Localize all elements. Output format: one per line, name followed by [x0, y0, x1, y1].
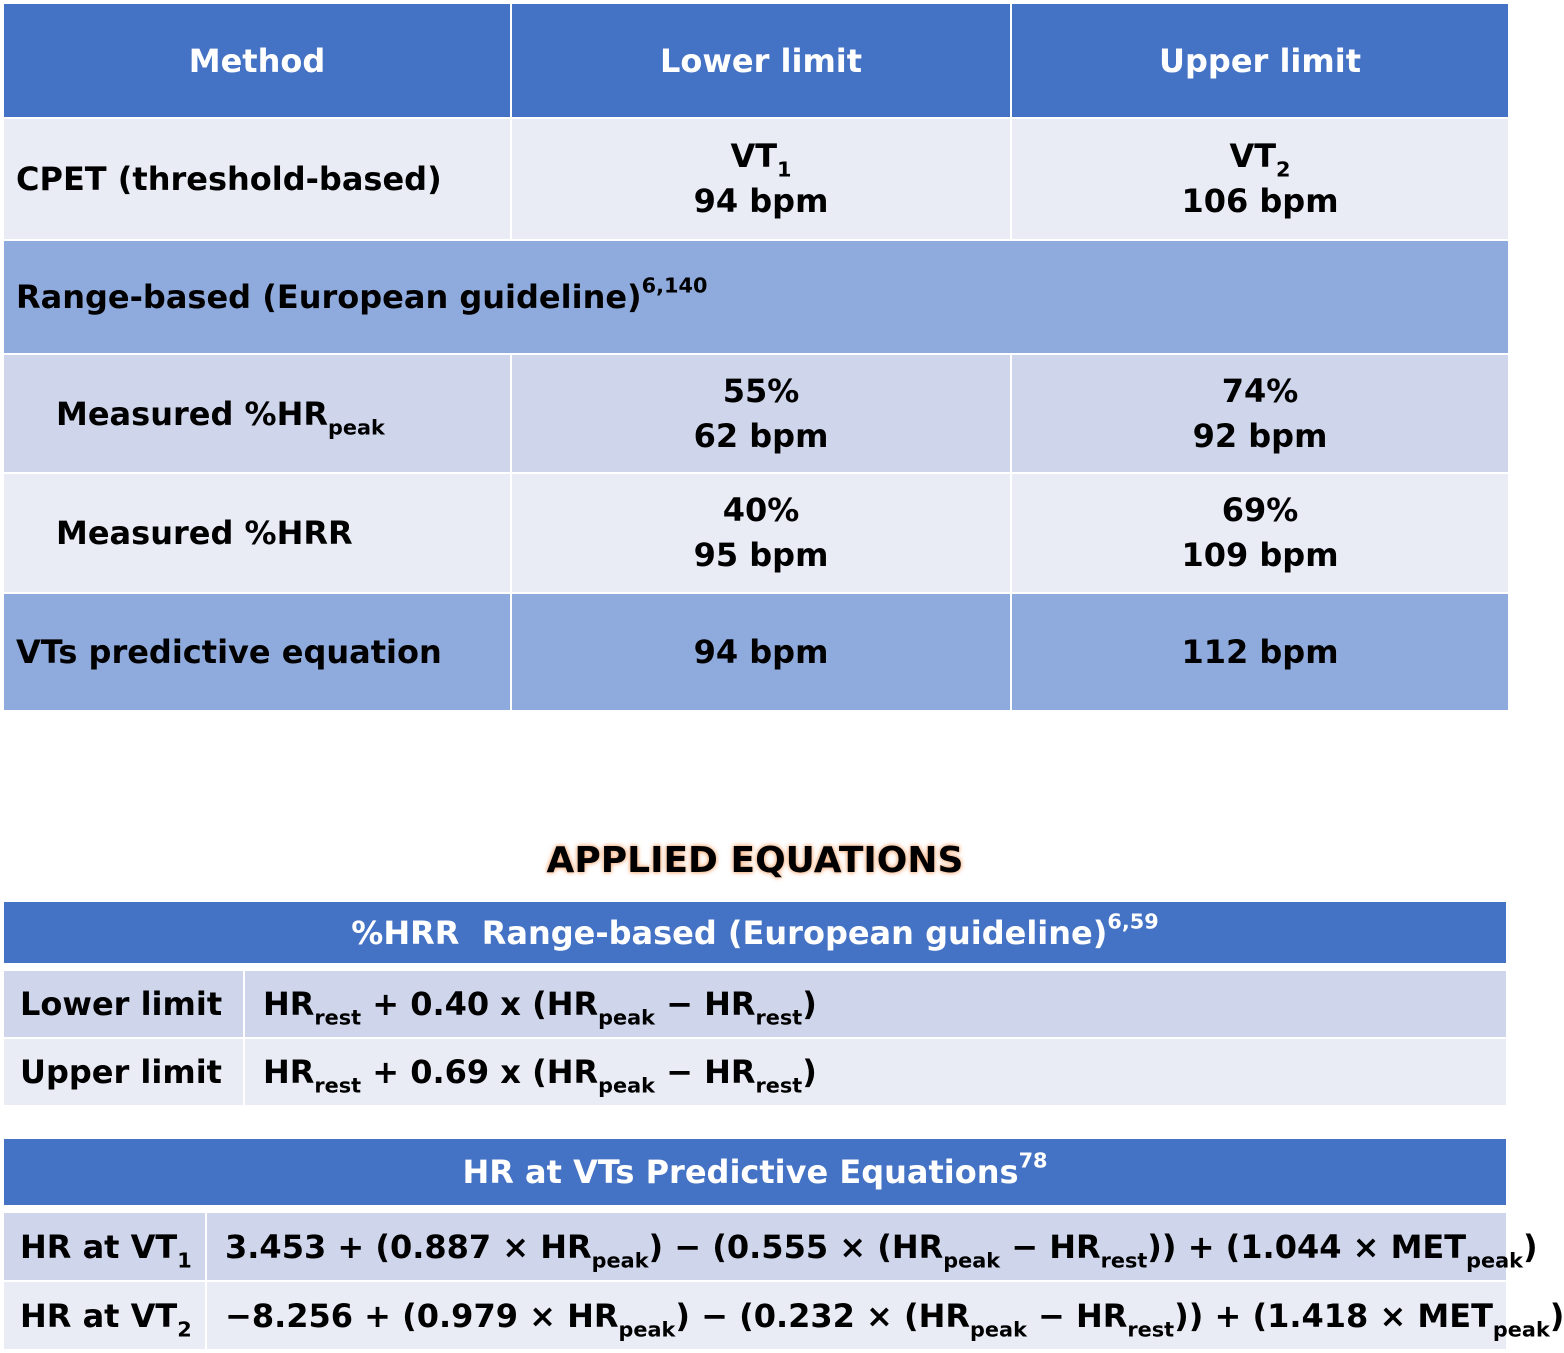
- vt-equations-container: [2, 1137, 1564, 1351]
- hr-limits-table: [2, 2, 1510, 712]
- hrpeak-lower-cell: [511, 354, 1011, 473]
- row-label-hrr: Measured %HRR: [3, 473, 511, 593]
- vt2-row: [3, 1281, 1507, 1350]
- row-label-vts: VTs predictive equation: [3, 593, 511, 711]
- hrr-upper-row: [3, 1038, 1507, 1106]
- cpet-upper-threshold: $VT_2$: [1229, 137, 1291, 182]
- cpet-upper-cell: [1011, 118, 1509, 240]
- applied-equations-title: APPLIED EQUATIONS: [546, 840, 964, 881]
- hrr-equations-header-row: [3, 901, 1507, 964]
- row-label-cpet: CPET (threshold-based): [3, 118, 511, 240]
- hrpeak-upper-cell: [1011, 354, 1509, 473]
- header-lower-limit: Lower limit: [511, 3, 1011, 118]
- table-row-hrr: [3, 473, 1509, 593]
- hrr-equations-header: %HRR Range-based (European guideline)$^{6,59}$: [3, 901, 1507, 964]
- hrr-upper-label: Upper limit: [3, 1038, 244, 1106]
- hrr-lower-pct: 40%: [722, 491, 800, 529]
- vt1-equation: $3.453 + (0.887 \times HR_{peak}) - (0.555 \times (HR_{peak} - HR_{rest})) + (1.044 \times MET_{peak})$: [206, 1212, 1507, 1281]
- vts-lower-value: 94 bpm: [511, 593, 1011, 711]
- table-header-row: [3, 3, 1509, 118]
- hrr-lower-value: 95 bpm: [693, 536, 829, 574]
- vt2-label: HR at $VT_2$: [3, 1281, 206, 1350]
- hrpeak-lower-value: 62 bpm: [693, 416, 829, 455]
- hrr-equations-table: [2, 900, 1508, 1107]
- hrr-lower-equation: $HR_{rest} + 0.40$ x $(HR_{peak} - HR_{rest})$: [244, 970, 1507, 1038]
- hr-limits-table-container: [2, 2, 1508, 712]
- table-row-cpet: [3, 118, 1509, 240]
- cpet-lower-threshold: $VT_1$: [730, 137, 792, 182]
- hrpeak-upper-pct: 74%: [1221, 371, 1299, 410]
- vt1-label: HR at $VT_1$: [3, 1212, 206, 1281]
- vt-equations-header: HR at VTs Predictive Equations$^{78}$: [3, 1138, 1507, 1206]
- cpet-lower-value: 94 bpm: [693, 182, 829, 220]
- table-row-vts: [3, 593, 1509, 711]
- hrr-lower-label: Lower limit: [3, 970, 244, 1038]
- header-method: Method: [3, 3, 511, 118]
- vt1-row: [3, 1212, 1507, 1281]
- table-row-range-based: [3, 240, 1509, 354]
- hrr-equations-container: [2, 900, 1508, 1107]
- header-upper-limit: Upper limit: [1011, 3, 1509, 118]
- vts-upper-value: 112 bpm: [1011, 593, 1509, 711]
- table-row-hrpeak: [3, 354, 1509, 473]
- vt-equations-header-row: [3, 1138, 1507, 1206]
- hrr-upper-cell: [1011, 473, 1509, 593]
- hrr-upper-value: 109 bpm: [1181, 536, 1339, 574]
- hrpeak-upper-value: 92 bpm: [1192, 416, 1328, 455]
- hrr-lower-row: [3, 970, 1507, 1038]
- vt2-equation: $-8.256 + (0.979 \times HR_{peak}) - (0.232 \times (HR_{peak} - HR_{rest})) + (1.418 \times MET_{peak})$: [206, 1281, 1507, 1350]
- row-label-hrpeak: Measured $\%HR_{peak}$: [3, 354, 511, 473]
- vt-equations-table: [2, 1137, 1564, 1351]
- range-based-section-label: Range-based (European guideline)$^{6,140}$: [3, 240, 1509, 354]
- hrpeak-lower-pct: 55%: [722, 371, 800, 410]
- cpet-lower-cell: [511, 118, 1011, 240]
- hrr-upper-pct: 69%: [1221, 491, 1299, 529]
- hrr-upper-equation: $HR_{rest} + 0.69$ x $(HR_{peak} - HR_{rest})$: [244, 1038, 1507, 1106]
- hrr-lower-cell: [511, 473, 1011, 593]
- cpet-upper-value: 106 bpm: [1181, 182, 1339, 220]
